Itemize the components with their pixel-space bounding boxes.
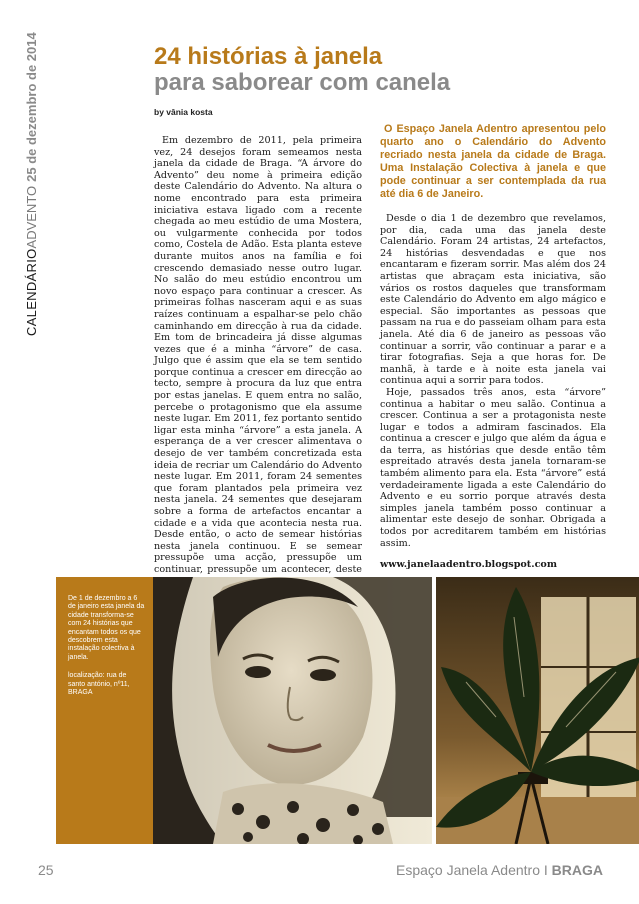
right-column	[380, 123, 606, 570]
header-calendario: CALENDÁRIO	[24, 248, 39, 336]
header-advento: ADVENTO	[24, 185, 39, 249]
caption-box	[56, 577, 153, 844]
plant-illustration	[436, 577, 639, 844]
headline-line1: 24 histórias à janela	[154, 43, 383, 70]
vertical-running-head	[22, 32, 42, 576]
header-date: 25 de dezembro de 2014	[24, 32, 39, 182]
page-number: 25	[38, 862, 54, 878]
plant-photo	[436, 577, 639, 844]
headline-line2: para saborear com canela	[154, 69, 451, 96]
portrait-illustration	[153, 577, 432, 844]
body-paragraph-2: Hoje, passados três anos, esta “árvore” continua a habitar o meu salão. Continua a crescer. Continua a ser a protagonista neste lugar e todos a admiram fascinados. Ela continua a crescer e julgo que além da água e da terra, as histórias que desde então têm espreitado através desta janela tornaram-se também alimento para ela. Esta “árvore” está verdadeiramente ligada a este Calendário do Advento e eu sorrio porque através desta simples janela também posso continuar a alimentar este desejo de sonhar. Obrigada a todos por acreditarem também em histórias assim.	[380, 386, 606, 549]
byline: by vânia kosta	[154, 107, 213, 117]
vertical-header-text	[24, 32, 39, 336]
caption-location: localização: rua de santo antónio, nº11, BRAGA	[68, 672, 130, 697]
running-foot-city: BRAGA	[551, 862, 603, 878]
running-foot	[396, 862, 603, 878]
caption-text: De 1 de dezembro a 6 de janeiro esta janela da cidade transforma-se com 24 histórias que encantam todos os que descobrem esta instalação colectiva à janela.	[68, 595, 145, 661]
body-paragraph-1: Desde o dia 1 de dezembro que revelamos, por dia, cada uma das janela deste Calendário. Foram 24 artistas, 24 artefactos, 24 histórias desvendadas e que nos encantaram e fizeram sorrir. Mas além dos 24 artistas que abraçam esta iniciativa, são vários os rostos daqueles que transformam este Calendário do Advento em algo mágico e especial. São importantes as pessoas que passam na rua e do passeiam olham para esta janela. Até dia 6 de janeiro as pessoas vão continuar a sorrir, vão continuar a parar e a tirar fotografias. Seja a que horas for. De manhã, à tarde e à noite esta janela vai continua aqui a sorrir para todos.	[380, 213, 606, 387]
photo-band	[56, 577, 603, 844]
running-foot-text: Espaço Janela Adentro I	[395, 862, 552, 878]
blog-url: www.janelaadentro.blogspot.com	[380, 559, 557, 571]
article-headline	[154, 44, 614, 96]
left-column-text: Em dezembro de 2011, pela primeira vez, 24 desejos foram semeamos nesta janela da cidade de Braga. “A árvore do Advento” deu nome à primeira edição deste Calendário do Advento. Na altura o nome encontrado para esta primeira iniciativa estava ligado com a recente chegada ao meu estúdio de uma Mostera, ou vulgarmente conhecida por todos como, Costela de Adão. Esta planta esteve durante muitos anos na família e foi crescendo demasiado nesse outro lugar. No salão do meu estúdio encontrou um novo espaço para continuar a crescer. As primeiras folhas nasceram aqui e as suas raízes continuam a espalhar-se pelo chão caminhando em direcção à rua da cidade. Em tom de brincadeira já disse algumas vezes que é a minha “árvore” de casa. Julgo que é assim que ela se tem sentido porque continua a crescer em direcção ao tecto, sempre à procura da luz que entra por estas janelas. E quem entra no salão, percebe o protagonismo que ela assume neste lugar. Em 2011, fez portanto sentido ligar esta minha “árvore” a esta janela. A esperança de a ver crescer alimentava o desejo de ver também concretizada esta ideia de recriar um Calendário do Advento neste lugar. Em 2011, foram 24 sementes que foram plantados pela primeira vez nesta janela. 24 sementes que desejaram sobre a forma de artefactos encantar a cidade e a vida que acontecia nesta rua. Desde então, o acto de semear histórias nesta janela continuou. E se semear pressupõe uma acção, pressupõe um continuar, pressupõe um acontecer, deste	[154, 135, 362, 575]
portrait-photo	[153, 577, 432, 844]
lead-paragraph: O Espaço Janela Adentro apresentou pelo quarto ano o Calendário do Advento recriado nesta janela da cidade de Braga. Uma Instalação Colectiva à janela e que pode continuar a ser contemplada da rua até dia 6 de Janeiro.	[380, 123, 606, 200]
